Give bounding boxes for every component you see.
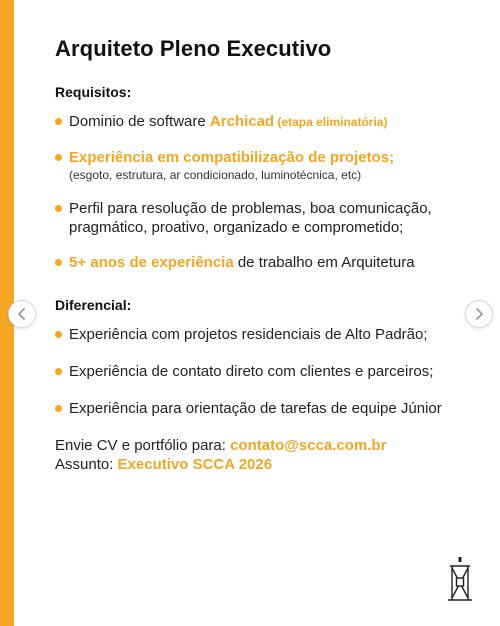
- chevron-left-icon: [17, 308, 27, 320]
- diferencial-list: [55, 325, 475, 418]
- requisitos-list: [55, 112, 475, 272]
- diferencial-label: Diferencial:: [55, 297, 132, 313]
- prev-button[interactable]: [8, 300, 36, 328]
- bullet-icon: [55, 118, 62, 125]
- bullet-icon: [55, 331, 62, 338]
- list-item: Dominio de software Archicad (etapa eliminatória): [55, 112, 475, 132]
- list-item: Experiência de contato direto com clientes e parceiros;: [55, 362, 475, 381]
- list-item: Perfil para resolução de problemas, boa comunicação, pragmático, proativo, organizado e comprometido;: [55, 199, 475, 237]
- list-item: Experiência em compatibilização de projetos; (esgoto, estrutura, ar condicionado, luminotécnica, etc): [55, 148, 475, 183]
- requisitos-label: Requisitos:: [55, 84, 132, 100]
- contact-cv-line: Envie CV e portfólio para: contato@scca.com.br: [55, 437, 387, 454]
- job-post: [55, 36, 475, 474]
- email-link[interactable]: contato@scca.com.br: [230, 437, 387, 454]
- contact-block: [55, 436, 475, 474]
- bullet-icon: [55, 368, 62, 375]
- next-button[interactable]: [465, 300, 493, 328]
- bullet-icon: [55, 205, 62, 212]
- bullet-icon: [55, 259, 62, 266]
- list-item: Experiência com projetos residenciais de Alto Padrão;: [55, 325, 475, 344]
- list-item: Experiência para orientação de tarefas de equipe Júnior: [55, 399, 475, 418]
- page-title: Arquiteto Pleno Executivo: [55, 36, 332, 61]
- bullet-icon: [55, 405, 62, 412]
- contact-subject-line: Assunto: Executivo SCCA 2026: [55, 456, 273, 473]
- chevron-right-icon: [474, 308, 484, 320]
- brand-logo-icon: [446, 556, 474, 604]
- list-item: 5+ anos de experiência de trabalho em Arquitetura: [55, 253, 475, 272]
- bullet-icon: [55, 154, 62, 161]
